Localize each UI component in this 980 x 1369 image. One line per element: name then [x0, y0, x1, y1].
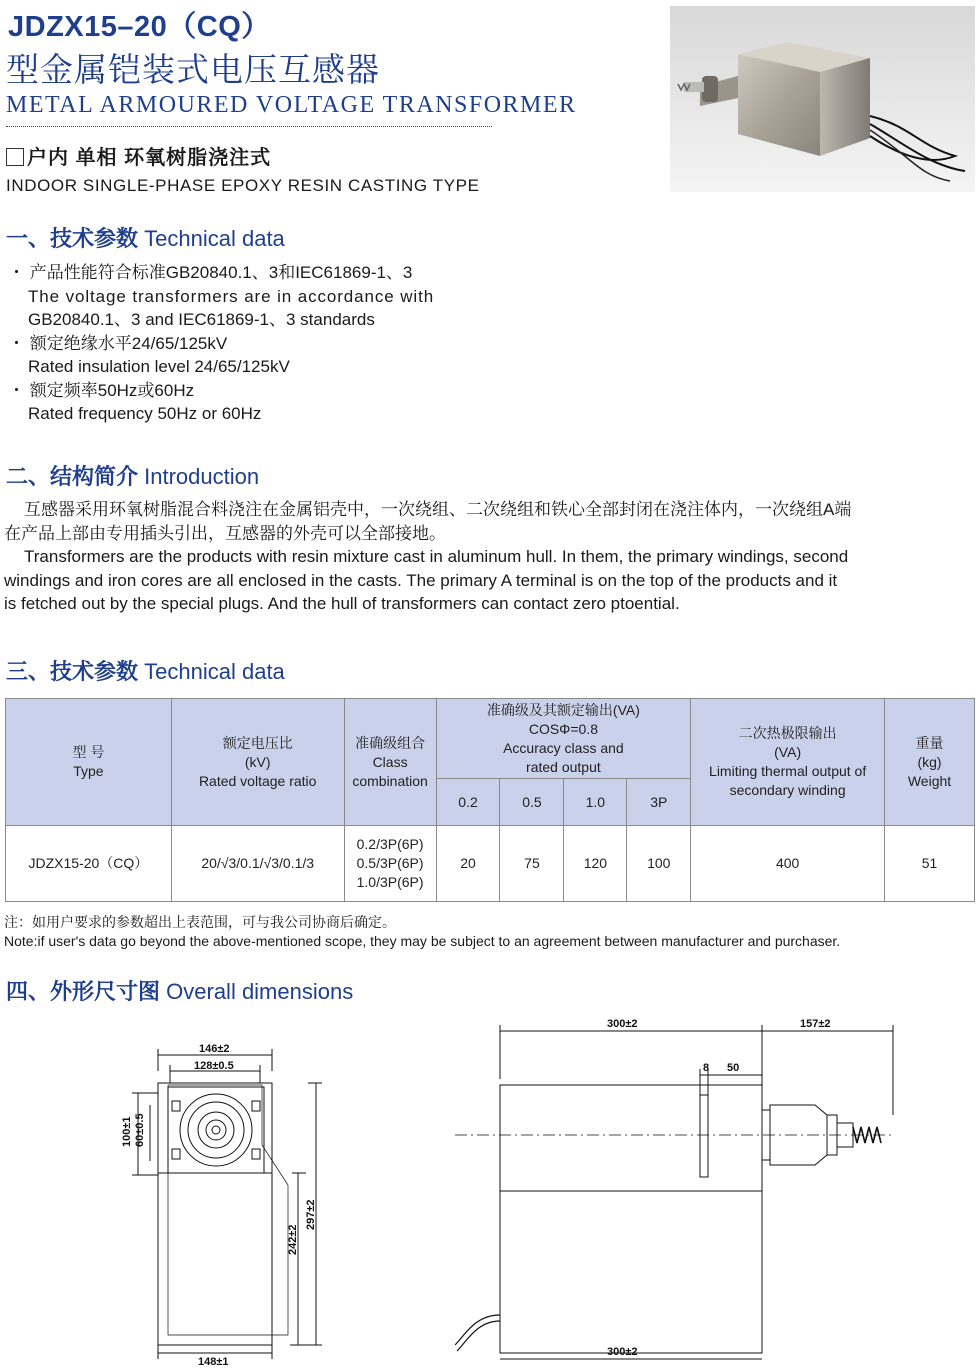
- header-type: 型 号 Type: [6, 699, 172, 826]
- header-acc-col: 1.0: [564, 779, 627, 826]
- cell-thermal: 400: [691, 826, 885, 902]
- header-class: 准确级组合 Class combination: [344, 699, 436, 826]
- header-accuracy: 准确级及其额定输出(VA) COSΦ=0.8 Accuracy class and rated output: [436, 699, 691, 779]
- table-row: [6, 826, 975, 902]
- cell-output: 120: [564, 826, 627, 902]
- dim-297: 297±2: [305, 1199, 317, 1230]
- cn-title: 型金属铠装式电压互感器: [6, 51, 380, 88]
- en-subtitle: INDOOR SINGLE-PHASE EPOXY RESIN CASTING TYPE: [6, 176, 480, 195]
- bullet-en: The voltage transformers are in accordance with: [28, 286, 435, 306]
- cell-output: 100: [627, 826, 691, 902]
- section4-heading: [6, 975, 353, 1006]
- section2-heading: [6, 460, 259, 491]
- intro-en-line: Transformers are the products with resin mixture cast in aluminum hull. In them, the primary windings, second: [24, 547, 849, 566]
- section4-heading-en: Overall dimensions: [166, 979, 354, 1004]
- cell-ratio: 20/√3/0.1/√3/0.1/3: [171, 826, 344, 902]
- cell-weight: 51: [885, 826, 975, 902]
- bullet-cn: 额定频率50Hz或60Hz: [29, 380, 195, 400]
- dim-50: 50: [727, 1062, 740, 1074]
- bullet-en: Rated frequency 50Hz or 60Hz: [28, 404, 262, 423]
- header-weight: 重量 (kg) Weight: [885, 699, 975, 826]
- note-en: Note:if user's data go beyond the above-mentioned scope, they may be subject to an agreement between manufacturer and purchaser.: [4, 933, 841, 949]
- section3-heading-cn: 三、技术参数: [6, 659, 139, 684]
- bullet-en: Rated insulation level 24/65/125kV: [28, 357, 290, 376]
- header-ratio: 额定电压比 (kV) Rated voltage ratio: [171, 699, 344, 826]
- dim-8: 8: [703, 1062, 710, 1074]
- section1-heading-cn: 一、技术参数: [6, 226, 139, 251]
- dim-300-top: 300±2: [607, 1018, 638, 1030]
- cell-class: 0.2/3P(6P) 0.5/3P(6P) 1.0/3P(6P): [344, 826, 436, 902]
- bullet-list: [8, 261, 434, 426]
- header-acc-col: 0.5: [500, 779, 564, 826]
- header-acc-col: 3P: [627, 779, 691, 826]
- dim-300-bottom: 300±2: [607, 1346, 638, 1358]
- intro-en-line: windings and iron cores are all enclosed in the casts. The primary A terminal is on the top of the products and it: [4, 570, 838, 590]
- bullet-cn: 产品性能符合标准GB20840.1、3和IEC61869-1、3: [29, 263, 413, 282]
- section2-heading-cn: 二、结构简介: [6, 464, 139, 489]
- cell-type: JDZX15-20（CQ）: [6, 826, 172, 902]
- list-item: ・ 额定绝缘水平24/65/125kV: [8, 333, 228, 353]
- intro-paragraph: [4, 498, 976, 616]
- title-divider: [6, 126, 492, 127]
- section1-heading-en: Technical data: [144, 226, 285, 251]
- side-view-drawing: [455, 1015, 895, 1365]
- header-thermal: 二次热极限输出 (VA) Limiting thermal output of secondary winding: [691, 699, 885, 826]
- cn-subtitle-text: 户内 单相 环氧树脂浇注式: [27, 147, 272, 169]
- section1-heading: [6, 222, 285, 253]
- list-item: ・ 额定频率50Hz或60Hz: [8, 380, 195, 400]
- dim-148: 148±1: [198, 1356, 229, 1365]
- note-cn: 注：如用户要求的参数超出上表范围，可与我公司协商后确定。: [4, 914, 396, 930]
- header-acc-col: 0.2: [436, 779, 500, 826]
- intro-cn-line: 在产品上部由专用插头引出，互感器的外壳可以全部接地。: [4, 523, 446, 543]
- cell-output: 20: [436, 826, 500, 902]
- dim-242: 242±2: [287, 1224, 299, 1255]
- section2-heading-en: Introduction: [144, 464, 260, 489]
- end-view-drawing: [110, 1035, 330, 1365]
- bullet-en: GB20840.1、3 and IEC61869-1、3 standards: [28, 310, 375, 329]
- model-title: JDZX15–20（CQ）: [8, 11, 271, 43]
- dim-128: 128±0.5: [194, 1060, 234, 1072]
- bullet-cn: 额定绝缘水平24/65/125kV: [29, 333, 228, 353]
- spec-table: [5, 698, 975, 902]
- dim-60: 60±0.5: [134, 1113, 146, 1147]
- section3-heading-en: Technical data: [144, 659, 285, 684]
- dim-157: 157±2: [800, 1018, 831, 1030]
- checkbox-icon: [6, 148, 24, 166]
- section3-heading: [6, 655, 285, 686]
- cn-subtitle: [6, 141, 271, 170]
- en-title: METAL ARMOURED VOLTAGE TRANSFORMER: [6, 92, 577, 118]
- list-item: ・ 产品性能符合标准GB20840.1、3和IEC61869-1、3: [8, 263, 413, 282]
- dim-146: 146±2: [199, 1043, 230, 1055]
- cell-output: 75: [500, 826, 564, 902]
- intro-en-line: is fetched out by the special plugs. And the hull of transformers can contact zero ptoential.: [4, 594, 680, 613]
- dim-100: 100±1: [121, 1116, 133, 1147]
- intro-cn-line: 互感器采用环氧树脂混合料浇注在金属铝壳中，一次绕组、二次绕组和铁心全部封闭在浇注体内，一次绕组A端: [24, 500, 852, 519]
- product-photo: [670, 6, 975, 192]
- section4-heading-cn: 四、外形尺寸图: [6, 979, 161, 1004]
